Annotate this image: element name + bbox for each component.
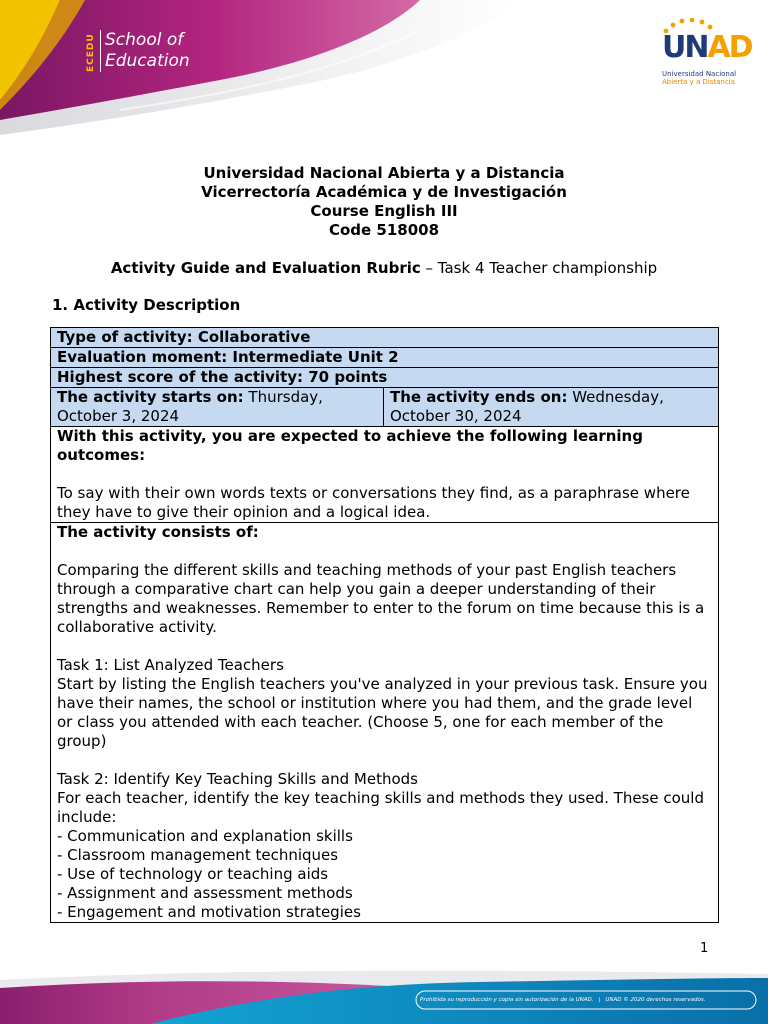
- task1-title: Task 1: List Analyzed Teachers: [57, 656, 284, 674]
- dates-row: [51, 388, 718, 427]
- logo-word-main: UN: [662, 30, 708, 65]
- logo-subtitle-line2: Abierta y a Distancia: [662, 78, 736, 86]
- school-name-line2: Education: [105, 51, 190, 71]
- page-footer: [0, 966, 768, 1024]
- course-name: Course English III: [310, 202, 458, 220]
- end-date-label: The activity ends on:: [390, 388, 568, 406]
- unad-logo: [660, 18, 760, 88]
- guide-title-rest: – Task 4 Teacher championship: [420, 259, 658, 277]
- task2-item: - Communication and explanation skills: [57, 827, 353, 845]
- school-name: [105, 30, 190, 72]
- learning-outcomes-row: [51, 427, 718, 523]
- document-title-block: [0, 164, 768, 240]
- activity-consists-intro: Comparing the different skills and teaching methods of your past English teachers through a comparative chart can help you gain a deeper understanding of their strengths and weaknesses. Remember to enter to the forum on time because this is a collaborative activity.: [57, 561, 705, 636]
- spacer: [57, 637, 712, 656]
- logo-subtitle-line1: Universidad Nacional: [662, 70, 737, 78]
- guide-title: [0, 259, 768, 278]
- task2-text: For each teacher, identify the key teaching skills and methods they used. These could include:: [57, 789, 704, 826]
- brand-separator: [100, 30, 101, 72]
- page-number: 1: [700, 941, 709, 956]
- footer-note-left: Prohibida su reproducción y copia sin autorización de la UNAD.: [420, 997, 594, 1003]
- vice-rectorate: Vicerrectoría Académica y de Investigación: [201, 183, 567, 201]
- task2-item: - Use of technology or teaching aids: [57, 865, 329, 883]
- spacer: [57, 542, 712, 561]
- footer-copyright-note: [420, 993, 756, 1007]
- task2-item: - Engagement and motivation strategies: [57, 903, 361, 921]
- logo-subtitle: [662, 70, 736, 86]
- ecedu-label: ECEDU: [86, 33, 96, 72]
- end-date-value: Wednesday, October 30, 2024: [390, 388, 664, 425]
- start-date-cell: [51, 388, 384, 426]
- course-code: Code 518008: [328, 221, 440, 239]
- activity-type-row: Type of activity: Collaborative: [51, 328, 718, 348]
- start-date-label: The activity starts on:: [57, 388, 244, 406]
- activity-table: [50, 327, 719, 923]
- highest-score-row: Highest score of the activity: 70 points: [51, 368, 718, 388]
- learning-outcomes-text: To say with their own words texts or conversations they find, as a paraphrase where they have to give their opinion and a logical idea.: [57, 484, 690, 521]
- footer-note-separator: |: [598, 997, 601, 1003]
- section-heading: 1. Activity Description: [52, 296, 241, 314]
- logo-word-accent: AD: [707, 30, 752, 65]
- task2-item: - Classroom management techniques: [57, 846, 339, 864]
- university-name: Universidad Nacional Abierta y a Distancia: [203, 164, 565, 182]
- spacer: [57, 751, 712, 770]
- task1-text: Start by listing the English teachers you've analyzed in your previous task. Ensure you have their names, the school or institution where you had them, and the grade level or class you attended with each teacher. (Choose 5, one for each member of the group): [57, 675, 708, 750]
- start-date-value: Thursday, October 3, 2024: [57, 388, 323, 425]
- activity-consists-heading: The activity consists of:: [57, 523, 259, 541]
- evaluation-moment-row: Evaluation moment: Intermediate Unit 2: [51, 348, 718, 368]
- logo-wordmark: [662, 30, 752, 65]
- page-header: [0, 0, 768, 140]
- school-name-line1: School of: [105, 30, 184, 50]
- task2-title: Task 2: Identify Key Teaching Skills and Methods: [57, 770, 418, 788]
- school-of-education-brand: [86, 30, 190, 72]
- guide-title-bold: Activity Guide and Evaluation Rubric: [110, 259, 421, 277]
- footer-note-right: UNAD © 2020 derechos reservados.: [605, 997, 706, 1003]
- spacer: [57, 465, 712, 484]
- task2-item: - Assignment and assessment methods: [57, 884, 353, 902]
- end-date-cell: [384, 388, 718, 426]
- learning-outcomes-heading: With this activity, you are expected to achieve the following learning outcomes:: [57, 427, 643, 464]
- activity-consists-row: [51, 523, 718, 922]
